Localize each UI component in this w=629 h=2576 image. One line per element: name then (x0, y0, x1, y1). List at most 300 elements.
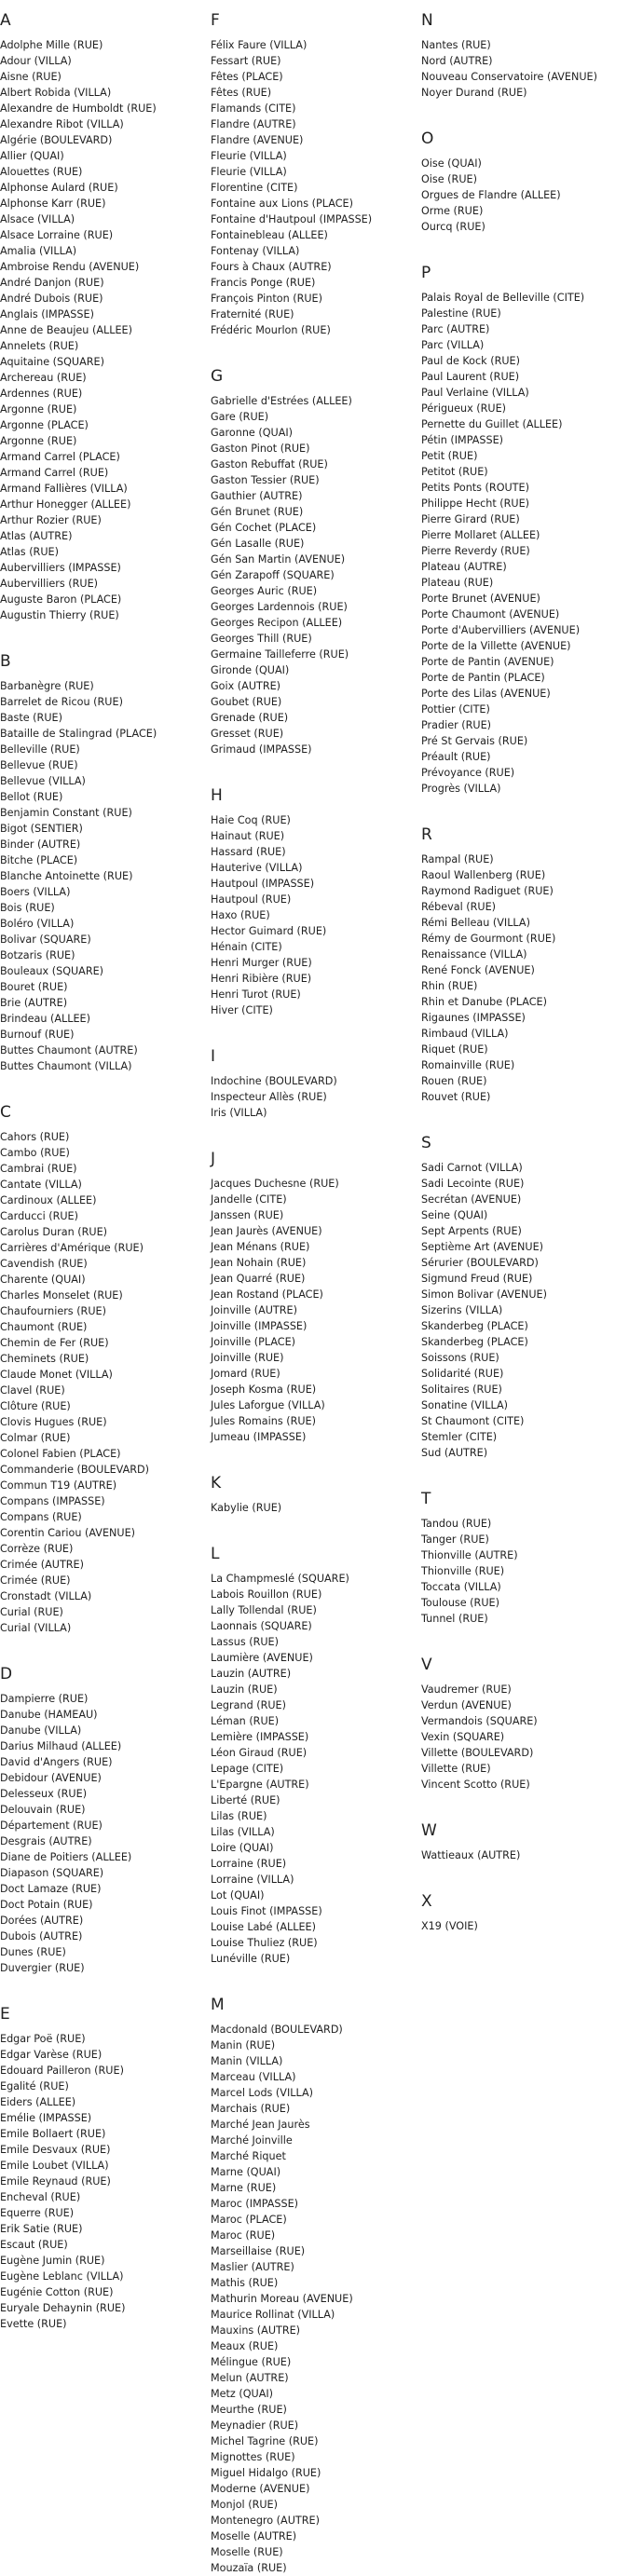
street-entry: Palestine (RUE) (421, 307, 501, 320)
section-letter-heading: T (421, 1490, 431, 1508)
street-entry: Gaston Tessier (RUE) (211, 474, 320, 486)
letter-section (211, 1149, 419, 1463)
street-entry: Frédéric Mourlon (RUE) (211, 324, 331, 336)
section-letter-heading: L (211, 1545, 220, 1563)
street-entry: Fêtes (RUE) (211, 87, 272, 99)
section-spacer (0, 623, 210, 641)
street-entry: Pierre Girard (RUE) (421, 513, 520, 525)
street-entry: Armand Carrel (RUE) (0, 467, 109, 479)
street-entry: Porte d'Aubervilliers (AVENUE) (421, 624, 581, 636)
street-entry: Joinville (PLACE) (211, 1336, 296, 1348)
street-entry: Sadi Lecointe (RUE) (421, 1178, 525, 1190)
street-entry: Marché Joinville (211, 2134, 293, 2147)
street-entry: Fontaine aux Lions (PLACE) (211, 198, 353, 210)
street-list (421, 1682, 629, 1792)
street-list (0, 1129, 210, 1636)
street-list (0, 37, 210, 623)
street-entry: Garonne (QUAI) (211, 427, 294, 439)
street-entry: Aubervilliers (RUE) (0, 578, 99, 590)
street-entry: Gare (RUE) (211, 411, 269, 423)
letter-section (0, 651, 210, 1092)
street-entry: Fontaine d'Hautpoul (IMPASSE) (211, 213, 373, 225)
street-entry: La Champmeslé (SQUARE) (211, 1573, 349, 1585)
street-entry: Gén Cochet (PLACE) (211, 522, 317, 534)
street-entry: Buttes Chaumont (VILLA) (0, 1060, 132, 1072)
street-entry: Emile Reynaud (RUE) (0, 2175, 111, 2188)
street-entry: Anglais (IMPASSE) (0, 308, 94, 320)
street-entry: Secrétan (AVENUE) (421, 1193, 522, 1206)
street-entry: Petits Ponts (ROUTE) (421, 482, 529, 494)
street-entry: Georges Recipon (ALLEE) (211, 617, 343, 629)
section-spacer (0, 1636, 210, 1654)
street-entry: Maroc (PLACE) (211, 2214, 287, 2226)
street-entry: L'Epargne (AUTRE) (211, 1779, 309, 1791)
street-entry: Gironde (QUAI) (211, 664, 290, 676)
street-entry: Carducci (RUE) (0, 1210, 78, 1222)
street-entry: Carrières d'Amérique (RUE) (0, 1242, 144, 1254)
letter-section (211, 1544, 419, 1984)
street-list (211, 1500, 419, 1516)
street-entry: Crimée (RUE) (0, 1574, 71, 1587)
street-entry: Auguste Baron (PLACE) (0, 593, 122, 606)
street-entry: Porte de la Villette (AVENUE) (421, 640, 571, 652)
section-spacer (211, 1121, 419, 1138)
street-entry: François Pinton (RUE) (211, 293, 322, 305)
street-entry: Cardinoux (ALLEE) (0, 1194, 97, 1206)
street-entry: Duvergier (RUE) (0, 1962, 85, 1974)
street-entry: Philippe Hecht (RUE) (421, 497, 530, 510)
section-spacer (0, 1074, 210, 1092)
street-entry: Cambrai (RUE) (0, 1163, 77, 1175)
street-entry: Adour (VILLA) (0, 55, 72, 67)
street-entry: Aisne (RUE) (0, 71, 62, 83)
street-entry: Hector Guimard (RUE) (211, 925, 327, 937)
section-letter-heading: R (421, 825, 432, 844)
street-entry: Progrès (VILLA) (421, 783, 501, 795)
street-entry: Gabrielle d'Estrées (ALLEE) (211, 395, 352, 407)
street-entry: David d'Angers (RUE) (0, 1756, 113, 1768)
street-entry: Bataille de Stalingrad (PLACE) (0, 728, 157, 740)
section-spacer (421, 1105, 629, 1123)
street-entry: Villette (BOULEVARD) (421, 1747, 534, 1759)
street-entry: Stemler (CITE) (421, 1431, 498, 1443)
street-entry: Jean Jaurès (AVENUE) (211, 1225, 322, 1237)
street-entry: Rigaunes (IMPASSE) (421, 1012, 526, 1024)
street-entry: Fours à Chaux (AUTRE) (211, 261, 332, 273)
street-entry: Lauzin (RUE) (211, 1683, 278, 1696)
street-entry: Alsace Lorraine (RUE) (0, 229, 114, 241)
street-entry: Marchais (RUE) (211, 2103, 291, 2115)
street-entry: Pétin (IMPASSE) (421, 434, 504, 446)
street-entry: Macdonald (BOULEVARD) (211, 2024, 343, 2036)
street-entry: Marceau (VILLA) (211, 2071, 296, 2083)
street-entry: Skanderbeg (PLACE) (421, 1336, 528, 1348)
street-entry: Evette (RUE) (0, 2318, 67, 2330)
street-entry: Florentine (CITE) (211, 182, 298, 194)
section-letter-heading: P (421, 264, 431, 282)
street-entry: Lilas (VILLA) (211, 1826, 275, 1838)
street-entry: Seine (QUAI) (421, 1209, 488, 1221)
street-entry: Barrelet de Ricou (RUE) (0, 696, 123, 708)
street-entry: Darius Milhaud (ALLEE) (0, 1740, 122, 1752)
street-entry: Marne (RUE) (211, 2182, 277, 2194)
street-entry: Maroc (IMPASSE) (211, 2198, 299, 2210)
street-entry: Septième Art (AVENUE) (421, 1241, 544, 1253)
street-entry: Buttes Chaumont (AUTRE) (0, 1044, 138, 1056)
street-entry: Porte Chaumont (AVENUE) (421, 608, 560, 620)
letter-section (211, 10, 419, 356)
street-entry: Aubervilliers (IMPASSE) (0, 562, 121, 574)
street-entry: Augustin Thierry (RUE) (0, 609, 119, 621)
street-entry: Doct Lamaze (RUE) (0, 1883, 102, 1895)
street-entry: André Dubois (RUE) (0, 293, 103, 305)
letter-section (421, 129, 629, 252)
street-entry: Georges Thill (RUE) (211, 633, 312, 645)
street-entry: Ambroise Rendu (AVENUE) (0, 261, 140, 273)
street-entry: Allier (QUAI) (0, 150, 64, 162)
section-spacer (211, 1967, 419, 1984)
street-entry: Bouleaux (SQUARE) (0, 965, 104, 977)
street-entry: Nantes (RUE) (421, 39, 491, 51)
street-entry: Armand Fallières (VILLA) (0, 483, 128, 495)
street-entry: Benjamin Constant (RUE) (0, 807, 132, 819)
street-entry: Renaissance (VILLA) (421, 948, 527, 961)
street-entry: X19 (VOIE) (421, 1920, 478, 1932)
street-entry: Aquitaine (SQUARE) (0, 356, 104, 368)
street-entry: Pré St Gervais (RUE) (421, 735, 528, 747)
street-entry: Marseillaise (RUE) (211, 2245, 306, 2257)
street-entry: Sizerins (VILLA) (421, 1304, 503, 1316)
street-entry: Iris (VILLA) (211, 1107, 267, 1119)
street-entry: Colmar (RUE) (0, 1432, 71, 1444)
street-entry: Jean Nohain (RUE) (211, 1257, 307, 1269)
street-list (421, 37, 629, 101)
street-entry: Corentin Cariou (AVENUE) (0, 1527, 136, 1539)
section-letter-heading: V (421, 1656, 432, 1674)
street-entry: Bouret (RUE) (0, 981, 68, 993)
street-entry: Rhin et Danube (PLACE) (421, 996, 547, 1008)
street-entry: Maroc (RUE) (211, 2229, 276, 2242)
street-entry: Mignottes (RUE) (211, 2451, 295, 2463)
street-list (211, 37, 419, 338)
street-entry: Brindeau (ALLEE) (0, 1013, 90, 1025)
street-entry: Jean Ménans (RUE) (211, 1241, 310, 1253)
street-entry: Bellot (RUE) (0, 791, 63, 803)
section-letter-heading: C (0, 1103, 11, 1122)
street-entry: Cavendish (RUE) (0, 1258, 88, 1270)
street-entry: Georges Lardennois (RUE) (211, 601, 348, 613)
street-entry: Vincent Scotto (RUE) (421, 1779, 530, 1791)
street-entry: Rémy de Gourmont (RUE) (421, 933, 556, 945)
street-entry: Francis Ponge (RUE) (211, 277, 316, 289)
street-list (211, 812, 419, 1018)
street-entry: Dubois (AUTRE) (0, 1930, 83, 1942)
section-spacer (211, 757, 419, 775)
letter-section (211, 366, 419, 775)
street-entry: Clôture (RUE) (0, 1400, 71, 1412)
street-entry: Cahors (RUE) (0, 1131, 70, 1143)
street-entry: Melun (AUTRE) (211, 2372, 289, 2384)
street-entry: Solitaires (RUE) (421, 1383, 502, 1396)
street-entry: Orgues de Flandre (ALLEE) (421, 189, 561, 201)
street-list (211, 1073, 419, 1121)
street-entry: Inspecteur Allès (RUE) (211, 1091, 327, 1103)
letter-section (421, 263, 629, 814)
street-entry: Rébeval (RUE) (421, 901, 497, 913)
street-entry: Rémi Belleau (VILLA) (421, 917, 530, 929)
street-entry: Louis Finot (IMPASSE) (211, 1905, 322, 1917)
street-entry: Nord (AUTRE) (421, 55, 493, 67)
street-entry: Gaston Pinot (RUE) (211, 443, 310, 455)
street-entry: Thionville (RUE) (421, 1565, 505, 1577)
street-entry: Montenegro (AUTRE) (211, 2515, 320, 2527)
street-entry: Bellevue (RUE) (0, 759, 78, 771)
street-entry: Danube (HAMEAU) (0, 1709, 98, 1721)
street-entry: Joinville (AUTRE) (211, 1304, 297, 1316)
street-entry: Alouettes (RUE) (0, 166, 83, 178)
street-entry: Diapason (SQUARE) (0, 1867, 104, 1879)
street-entry: Indochine (BOULEVARD) (211, 1075, 337, 1087)
street-entry: Encheval (RUE) (0, 2191, 81, 2203)
letter-section (211, 1473, 419, 1533)
street-entry: Colonel Fabien (PLACE) (0, 1448, 121, 1460)
street-entry: Eugène Leblanc (VILLA) (0, 2270, 124, 2283)
street-entry: Mouzaïa (RUE) (211, 2562, 287, 2574)
street-entry: Sigmund Freud (RUE) (421, 1273, 533, 1285)
street-entry: Porte de Pantin (AVENUE) (421, 656, 554, 668)
street-entry: Compans (IMPASSE) (0, 1495, 105, 1507)
street-entry: Chaumont (RUE) (0, 1321, 88, 1333)
street-entry: Fraternité (RUE) (211, 308, 294, 320)
street-entry: Algérie (BOULEVARD) (0, 134, 113, 146)
street-entry: Alsace (VILLA) (0, 213, 75, 225)
street-entry: Curial (RUE) (0, 1606, 63, 1618)
street-entry: Alexandre de Humboldt (RUE) (0, 102, 157, 115)
street-list (211, 1176, 419, 1445)
street-entry: Argonne (RUE) (0, 403, 77, 416)
street-list (0, 1691, 210, 1976)
section-spacer (421, 797, 629, 814)
street-entry: Manin (VILLA) (211, 2055, 283, 2067)
street-entry: Paul de Kock (RUE) (421, 355, 520, 367)
street-entry: Jules Laforgue (VILLA) (211, 1399, 325, 1411)
letter-section (211, 1046, 419, 1138)
street-entry: Euryale Dehaynin (RUE) (0, 2302, 126, 2314)
section-letter-heading: H (211, 786, 223, 805)
street-entry: Debidour (AVENUE) (0, 1772, 102, 1784)
street-entry: Riquet (RUE) (421, 1043, 488, 1056)
street-entry: Marne (QUAI) (211, 2166, 281, 2178)
street-entry: Clavel (RUE) (0, 1384, 65, 1397)
street-entry: Anne de Beaujeu (ALLEE) (0, 324, 132, 336)
street-entry: Louise Labé (ALLEE) (211, 1921, 316, 1933)
street-entry: Vexin (SQUARE) (421, 1731, 505, 1743)
street-entry: Monjol (RUE) (211, 2499, 278, 2511)
street-entry: Curial (VILLA) (0, 1622, 72, 1634)
street-entry: Adolphe Mille (RUE) (0, 39, 103, 51)
street-entry: Georges Auric (RUE) (211, 585, 318, 597)
section-spacer (0, 1976, 210, 1994)
street-entry: Rimbaud (VILLA) (421, 1028, 509, 1040)
street-entry: René Fonck (AVENUE) (421, 964, 535, 976)
street-entry: Laonnais (SQUARE) (211, 1620, 312, 1632)
street-entry: Lassus (RUE) (211, 1636, 279, 1648)
street-entry: Vermandois (SQUARE) (421, 1715, 538, 1727)
street-entry: Commanderie (BOULEVARD) (0, 1464, 150, 1476)
street-entry: Mathis (RUE) (211, 2277, 279, 2289)
street-entry: Noyer Durand (RUE) (421, 87, 527, 99)
section-letter-heading: A (0, 11, 11, 30)
street-entry: Escaut (RUE) (0, 2239, 68, 2251)
street-entry: St Chaumont (CITE) (421, 1415, 525, 1427)
street-list (211, 1571, 419, 1967)
street-entry: Labois Rouillon (RUE) (211, 1588, 322, 1601)
street-entry: Edouard Pailleron (RUE) (0, 2065, 124, 2077)
street-entry: Arthur Honegger (ALLEE) (0, 498, 131, 511)
letter-section (0, 1664, 210, 1994)
street-entry: Lorraine (RUE) (211, 1858, 287, 1870)
street-entry: Tanger (RUE) (421, 1533, 489, 1546)
street-entry: Gén San Martin (AVENUE) (211, 553, 346, 566)
section-spacer (211, 1018, 419, 1036)
street-entry: Soissons (RUE) (421, 1352, 499, 1364)
street-entry: Bitche (PLACE) (0, 854, 78, 866)
street-entry: Fleurie (VILLA) (211, 150, 287, 162)
street-entry: Miguel Hidalgo (RUE) (211, 2467, 321, 2479)
street-entry: Sept Arpents (RUE) (421, 1225, 522, 1237)
street-entry: Petit (RUE) (421, 450, 478, 462)
street-entry: Romainville (RUE) (421, 1059, 515, 1071)
street-entry: Hauterive (VILLA) (211, 862, 303, 874)
street-entry: Petitot (RUE) (421, 466, 488, 478)
street-entry: Metz (QUAI) (211, 2388, 274, 2400)
street-entry: Paul Verlaine (VILLA) (421, 387, 529, 399)
street-entry: Rhin (RUE) (421, 980, 478, 992)
street-entry: Skanderbeg (PLACE) (421, 1320, 528, 1332)
section-letter-heading: I (211, 1047, 216, 1066)
street-entry: Eiders (ALLEE) (0, 2096, 76, 2108)
street-entry: Atlas (AUTRE) (0, 530, 73, 542)
letter-section (0, 10, 210, 641)
street-entry: Legrand (RUE) (211, 1699, 286, 1711)
street-entry: Dunes (RUE) (0, 1946, 66, 1958)
street-entry: Boléro (VILLA) (0, 918, 75, 930)
street-entry: Lorraine (VILLA) (211, 1874, 294, 1886)
street-entry: Thionville (AUTRE) (421, 1549, 518, 1561)
street-list (421, 1160, 629, 1461)
street-entry: Meaux (RUE) (211, 2340, 279, 2352)
street-entry: Parc (VILLA) (421, 339, 485, 351)
letter-section (421, 1489, 629, 1644)
street-entry: Claude Monet (VILLA) (0, 1369, 113, 1381)
street-entry: Rouen (RUE) (421, 1075, 487, 1087)
street-entry: Félix Faure (VILLA) (211, 39, 308, 51)
street-entry: Hiver (CITE) (211, 1004, 273, 1016)
street-entry: Meynadier (RUE) (211, 2419, 299, 2432)
street-entry: Lot (QUAI) (211, 1889, 265, 1901)
street-entry: Sud (AUTRE) (421, 1447, 488, 1459)
street-entry: Dampierre (RUE) (0, 1693, 89, 1705)
section-letter-heading: B (0, 652, 11, 671)
section-letter-heading: F (211, 11, 220, 30)
index-column-1 (0, 0, 210, 2574)
street-entry: Henri Murger (RUE) (211, 957, 312, 969)
street-list (421, 1847, 629, 1863)
street-entry: Hautpoul (IMPASSE) (211, 878, 315, 890)
street-entry: Eugène Jumin (RUE) (0, 2255, 105, 2267)
street-entry: Diane de Poitiers (ALLEE) (0, 1851, 132, 1863)
street-entry: Liberté (RUE) (211, 1794, 280, 1806)
street-entry: Bois (RUE) (0, 902, 55, 914)
street-entry: Pierre Mollaret (ALLEE) (421, 529, 540, 541)
letter-section (421, 825, 629, 1123)
street-entry: Charente (QUAI) (0, 1274, 86, 1286)
street-entry: Goubet (RUE) (211, 696, 282, 708)
street-entry: Alphonse Karr (RUE) (0, 198, 106, 210)
street-entry: Pernette du Guillet (ALLEE) (421, 418, 563, 430)
section-spacer (421, 1792, 629, 1810)
street-entry: Lauzin (AUTRE) (211, 1668, 292, 1680)
street-entry: Emélie (IMPASSE) (0, 2112, 92, 2124)
street-entry: Grenade (RUE) (211, 712, 289, 724)
street-entry: Janssen (RUE) (211, 1209, 284, 1221)
street-entry: Gén Brunet (RUE) (211, 506, 304, 518)
street-entry: Mélingue (RUE) (211, 2356, 292, 2368)
street-entry: Tandou (RUE) (421, 1518, 492, 1530)
street-entry: Porte Brunet (AVENUE) (421, 593, 540, 605)
street-entry: Plateau (RUE) (421, 577, 494, 589)
section-spacer (421, 101, 629, 118)
street-entry: Lally Tollendal (RUE) (211, 1604, 317, 1616)
street-entry: Burnouf (RUE) (0, 1029, 75, 1041)
street-entry: Haxo (RUE) (211, 909, 270, 921)
street-entry: Cantate (VILLA) (0, 1179, 82, 1191)
street-entry: Lepage (CITE) (211, 1763, 284, 1775)
section-spacer (211, 1516, 419, 1533)
street-entry: Chemin de Fer (RUE) (0, 1337, 109, 1349)
street-entry: Hassard (RUE) (211, 846, 286, 858)
street-entry: Danube (VILLA) (0, 1724, 82, 1737)
street-entry: Jumeau (IMPASSE) (211, 1431, 307, 1443)
street-entry: Pierre Reverdy (RUE) (421, 545, 530, 557)
street-entry: Henri Ribière (RUE) (211, 973, 312, 985)
street-entry: Moderne (AVENUE) (211, 2483, 310, 2495)
street-list (0, 2031, 210, 2332)
street-entry: Hautpoul (RUE) (211, 893, 292, 906)
section-spacer (421, 1627, 629, 1644)
section-spacer (421, 1461, 629, 1479)
street-entry: Albert Robida (VILLA) (0, 87, 112, 99)
street-entry: Haie Coq (RUE) (211, 814, 291, 826)
street-entry: Barbanègre (RUE) (0, 680, 94, 692)
street-entry: Equerre (RUE) (0, 2207, 75, 2219)
street-entry: Jean Rostand (PLACE) (211, 1288, 323, 1301)
street-entry: Goix (AUTRE) (211, 680, 281, 692)
street-entry: Vaudremer (RUE) (421, 1683, 512, 1696)
street-entry: Erik Satie (RUE) (0, 2223, 83, 2235)
street-entry: Solidarité (RUE) (421, 1368, 504, 1380)
street-entry: Loire (QUAI) (211, 1842, 274, 1854)
street-entry: Alphonse Aulard (RUE) (0, 182, 118, 194)
street-entry: Doct Potain (RUE) (0, 1899, 93, 1911)
street-entry: Meurthe (RUE) (211, 2404, 287, 2416)
street-entry: Périgueux (RUE) (421, 402, 507, 415)
street-list (421, 290, 629, 797)
section-spacer (211, 1445, 419, 1463)
section-letter-heading: J (211, 1150, 216, 1168)
section-spacer (211, 338, 419, 356)
street-entry: Raoul Wallenberg (RUE) (421, 869, 546, 881)
